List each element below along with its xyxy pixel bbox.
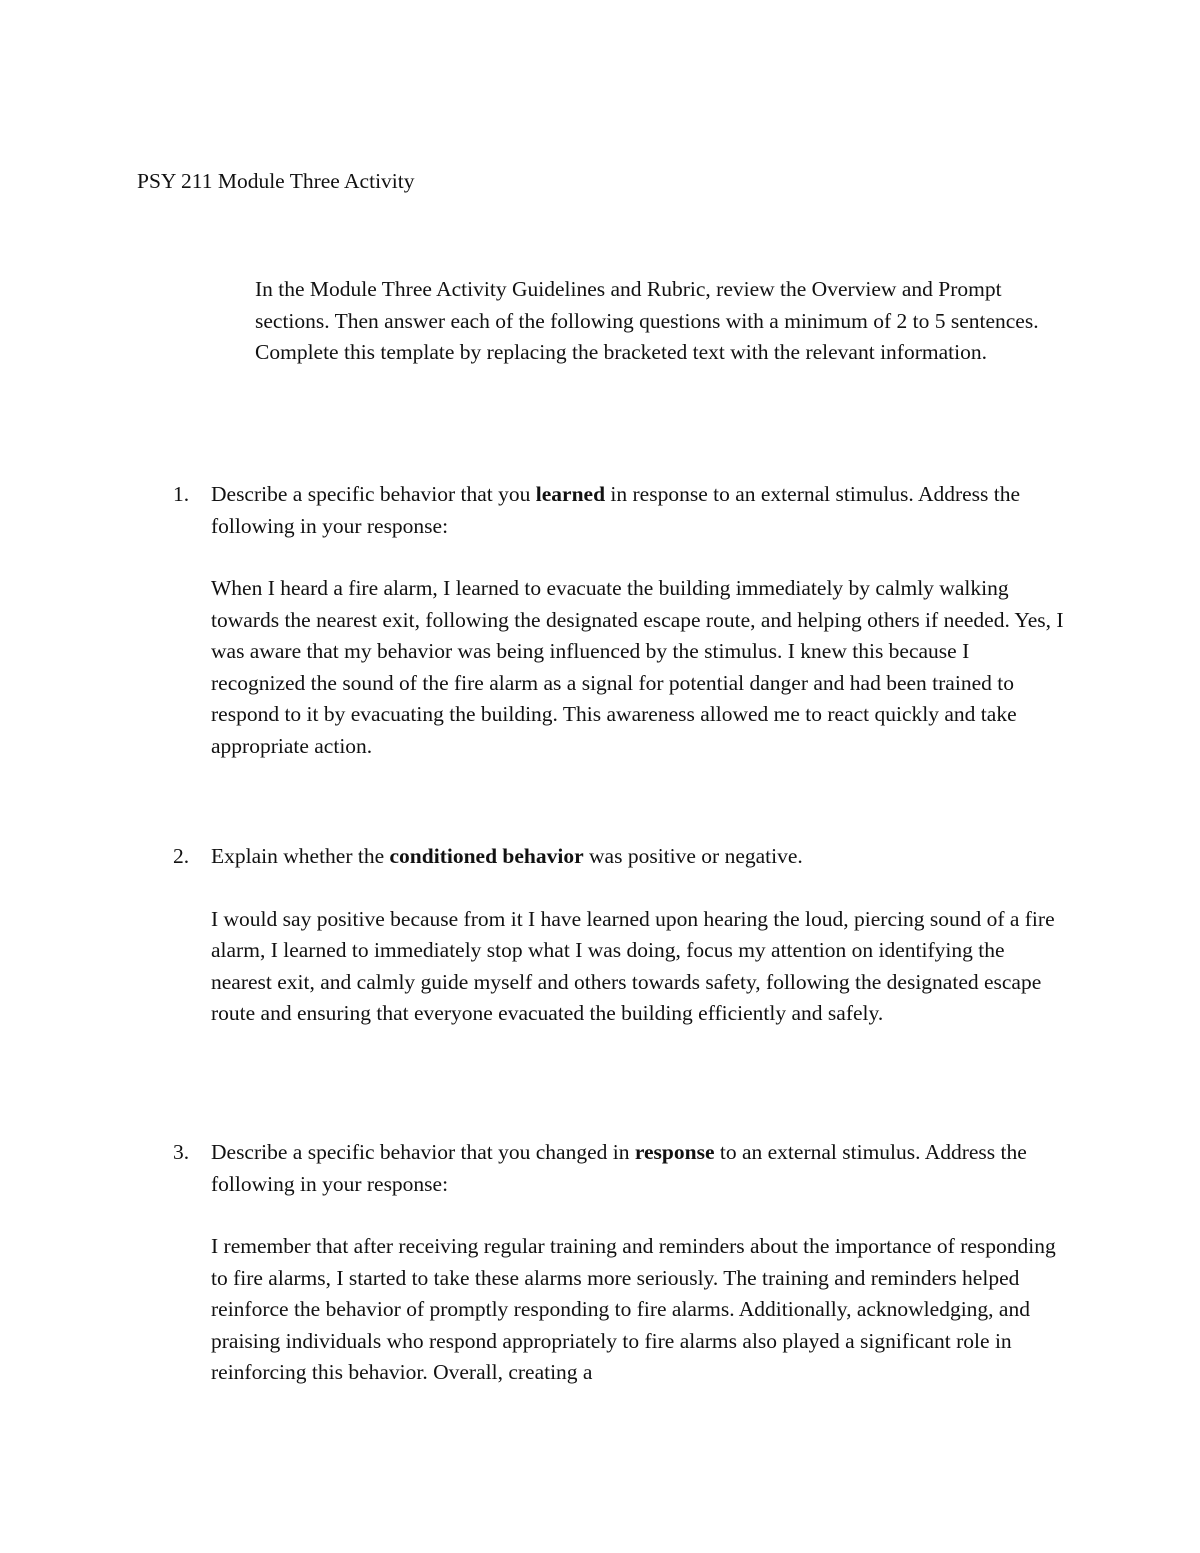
prompt-bold-term: response: [634, 1140, 715, 1164]
question-text: [211, 1137, 1067, 1200]
prompt-text-after: was positive or negative.: [583, 844, 803, 868]
prompt-text-before: Explain whether the: [211, 844, 390, 868]
question-text: [211, 841, 1067, 873]
question-text: [211, 479, 1067, 542]
prompt-text-before: Describe a specific behavior that you changed in: [211, 1140, 635, 1164]
answer-paragraph: I would say positive because from it I have learned upon hearing the loud, piercing sound of a fire alarm, I learned to immediately stop what I was doing, focus my attention on identifying the nearest exit, and calmly guide myself and others towards safety, following the designated escape route and ensuring that everyone evacuated the building efficiently and safely.: [211, 906, 1055, 1025]
question-1: [137, 479, 1067, 762]
question-3: [137, 1137, 1067, 1389]
prompt-text-after: in response to an external stimulus. Address the following in your response:: [211, 482, 1021, 538]
instructions-paragraph: In the Module Three Activity Guidelines and Rubric, review the Overview and Prompt sections. Then answer each of the following questions with a minimum of 2 to 5 sentences. Complete this template by replacing the bracketed text with the relevant information.: [255, 277, 1039, 364]
question-number: 3.: [173, 1140, 190, 1164]
question-2: [137, 841, 1067, 1030]
document-title: PSY 211 Module Three Activity: [137, 169, 415, 193]
prompt-text-after: to an external stimulus. Address the following in your response:: [211, 1140, 1027, 1196]
question-prompt: [137, 841, 1067, 873]
prompt-bold-term: conditioned behavior: [389, 844, 584, 868]
prompt-bold-term: learned: [535, 482, 606, 506]
question-number: 2.: [173, 844, 190, 868]
question-prompt: [137, 1137, 1067, 1200]
prompt-text-before: Describe a specific behavior that you: [211, 482, 536, 506]
answer-paragraph: When I heard a fire alarm, I learned to evacuate the building immediately by calmly walking towards the nearest exit, following the designated escape route, and helping others if needed. Yes, I was aware that my behavior was being influenced by the stimulus. I knew this because I recognized the sound of the fire alarm as a signal for potential danger and had been trained to respond to it by evacuating the building. This awareness allowed me to react quickly and take appropriate action.: [211, 576, 1064, 758]
question-number: 1.: [173, 482, 190, 506]
answer-paragraph: I remember that after receiving regular training and reminders about the importance of responding to fire alarms, I started to take these alarms more seriously. The training and reminders helped reinforce the behavior of promptly responding to fire alarms. Additionally, acknowledging, and praising individuals who respond appropriately to fire alarms also played a significant role in reinforcing this behavior. Overall, creating a: [211, 1234, 1056, 1384]
question-prompt: [137, 479, 1067, 542]
